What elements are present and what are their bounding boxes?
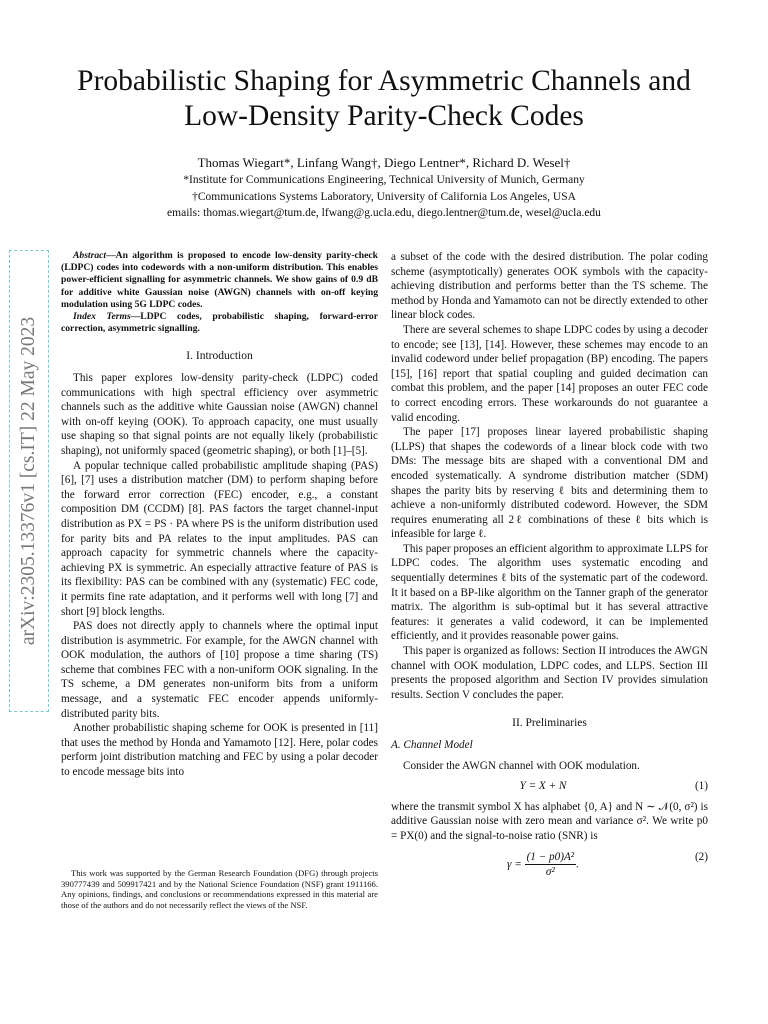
left-column bbox=[61, 250, 378, 780]
section-heading-preliminaries: II. Preliminaries bbox=[512, 717, 587, 730]
title-line-1: Probabilistic Shaping for Asymmetric Channels and bbox=[77, 65, 691, 97]
section-heading-introduction: I. Introduction bbox=[186, 350, 253, 363]
intro-paragraph-3: PAS does not directly apply to channels where the optimal input distribution is asymmetric. For example, for the AWGN channel with OOK modulation, the authors of [10] propose a time sharing (TS) scheme that combines FEC with a non-uniform OOK signaling. In the TS scheme, a DM generates non-uniform bits from a uniform message, and a systematic FEC encoder appends uniformly-distributed parity bits. bbox=[61, 620, 378, 720]
equation-2-fraction bbox=[525, 850, 577, 880]
footnote-text: This work was supported by the German Research Foundation (DFG) through projects 390777439 and 509917421 and by the National Science Foundation (NSF) grant 1911166. Any opinions, findings, and conclusions or recommendations expressed in this material are those of the authors and do not necessarily reflect the views of the NSF. bbox=[61, 868, 378, 910]
intro-paragraph-4: Another probabilistic shaping scheme for OOK is presented in [11] that uses the method by Honda and Yamamoto [12]. Here, polar codes perform joint distribution matching and FEC by using a polar decoder to encode message bits into bbox=[61, 722, 378, 779]
equation-2-number: (2) bbox=[694, 850, 708, 863]
equation-2-numerator: (1 − p0)A² bbox=[525, 850, 577, 866]
channel-model-paragraph: Consider the AWGN channel with OOK modulation. bbox=[403, 759, 640, 772]
intro-paragraph-5: a subset of the code with the desired distribution. The polar coding scheme (asymptotically) generates OOK symbols with the capacity-achieving distribution and performs better than the TS scheme. The method by Honda and Yamamoto can not be directly extended to other linear block codes. bbox=[391, 251, 708, 322]
abstract-text: —An algorithm is proposed to encode low-density parity-check (LDPC) codes into codewords with a non-uniform distribution. This enables power-efficient signalling for asymmetric channels. We show gains of 0.9 dB for additive white Gaussian noise (AWGN) channels with on-off keying modulation using 5G LDPC codes. bbox=[61, 250, 378, 310]
equation-2 bbox=[391, 850, 708, 880]
title-line-2: Low-Density Parity-Check Codes bbox=[184, 100, 584, 132]
intro-paragraph-1: This paper explores low-density parity-check (LDPC) coded communications with high spectral efficiency over asymmetric channels such as the additive white Gaussian noise (AWGN) channel with on-off keying (OOK). To approach capacity, one must usually use shaping so that signal points are not equally likely (probabilistic shaping), not uniformly spaced (geometric shaping), or both [1]–[5]. bbox=[61, 372, 378, 457]
intro-paragraph-9: This paper is organized as follows: Section II introduces the AWGN channel with OOK modulation, LDPC codes, and LLPS. Section III presents the proposed algorithm and Section IV provides simulation results. Section V concludes the paper. bbox=[391, 645, 708, 701]
equation-2-denominator: σ² bbox=[545, 866, 555, 879]
equation-1 bbox=[391, 779, 708, 794]
affiliation-2: †Communications Systems Laboratory, University of California Los Angeles, USA bbox=[192, 191, 576, 203]
arxiv-stamp[interactable] bbox=[9, 250, 49, 712]
intro-paragraph-8: This paper proposes an efficient algorithm to approximate LLPS for LDPC codes. The algorithm uses systematic encoding and sequentially determines ℓ bits of the systematic part of the codeword. It it based on a BP-like algorithm on the Tanner graph of the generator matrix. The algorithm is sub-optimal but it has several attractive features: it generates a valid codeword, it can be implemented efficiently, and it provides reasonable power gains. bbox=[391, 542, 708, 643]
intro-paragraph-7: The paper [17] proposes linear layered probabilistic shaping (LLPS) that shapes the codewords of a linear block code with two DMs: The message bits are shaped with a conventional DM and encoded systematically. A syndrome distribution matcher (SDM) shapes the parity bits by reserving ℓ bits and determining them to achieve a non-uniformly distributed codeword. However, the SDM requires enumerating all 2ℓ combinations of these ℓ bits which is infeasible for large ℓ. bbox=[391, 426, 708, 541]
index-terms-text: —LDPC codes, probabilistic shaping, forward-error correction, asymmetric signalling. bbox=[61, 311, 378, 335]
equation-1-expression: Y = X + N bbox=[519, 780, 567, 793]
funding-footnote bbox=[61, 868, 378, 910]
channel-model-description: where the transmit symbol X has alphabet {0, A} and N ∼ 𝒩(0, σ²) is additive Gaussian noise with zero mean and variance σ². We write p0 = PX(0) and the signal-to-noise ratio (SNR) is bbox=[391, 800, 708, 842]
intro-paragraph-6: There are several schemes to shape LDPC codes by using a decoder to encode; see [13], [14]. However, these schemes may encode to an invalid codeword under belief propagation (BP) encoding. The papers [15], [16] report that spatial coupling and guided decimation can combat this problem, and the paper [14] proposes an outer FEC code to correct encoding errors. These workarounds do not guarantee a valid encoding. bbox=[391, 323, 708, 424]
intro-paragraph-2: A popular technique called probabilistic amplitude shaping (PAS) [6], [7] uses a distribution matcher (DM) to perform shaping before the forward error correction (FEC) encoder, e.g., a constant composition DM (CCDM) [8]. PAS factors the target channel-input distribution as PX = PS · PA where PS is the uniform distribution used for parity bits and PA relates to the input amplitudes. PAS can approach capacity for symmetric channels where the capacity-achieving PX is symmetric. An especially attractive feature of PAS is its flexibility: PAS can be combined with any (systematic) FEC code, it permits fine rate adaptation, and it performs well with long [7] and short [9] block lengths. bbox=[61, 459, 378, 618]
abstract bbox=[61, 250, 378, 335]
arxiv-id[interactable]: arXiv:2305.13376v1 [cs.IT] 22 May 2023 bbox=[18, 316, 39, 646]
equation-2-lhs: γ = bbox=[507, 858, 522, 871]
author-list: Thomas Wiegart*, Linfang Wang†, Diego Lentner*, Richard D. Wesel† bbox=[197, 155, 571, 170]
right-column bbox=[391, 250, 708, 886]
index-terms-label: Index Terms bbox=[73, 311, 131, 323]
paper-title bbox=[30, 64, 738, 134]
subsection-heading-channel-model: A. Channel Model bbox=[391, 739, 473, 751]
equation-2-expression bbox=[391, 850, 695, 880]
equation-2-tail: . bbox=[576, 858, 579, 871]
author-emails: emails: thomas.wiegart@tum.de, lfwang@g.ucla.edu, diego.lentner@tum.de, wesel@ucla.edu bbox=[167, 207, 601, 219]
abstract-label: Abstract bbox=[73, 250, 107, 261]
affiliation-1: *Institute for Communications Engineering, Technical University of Munich, Germany bbox=[183, 174, 585, 186]
equation-1-number: (1) bbox=[694, 780, 708, 793]
